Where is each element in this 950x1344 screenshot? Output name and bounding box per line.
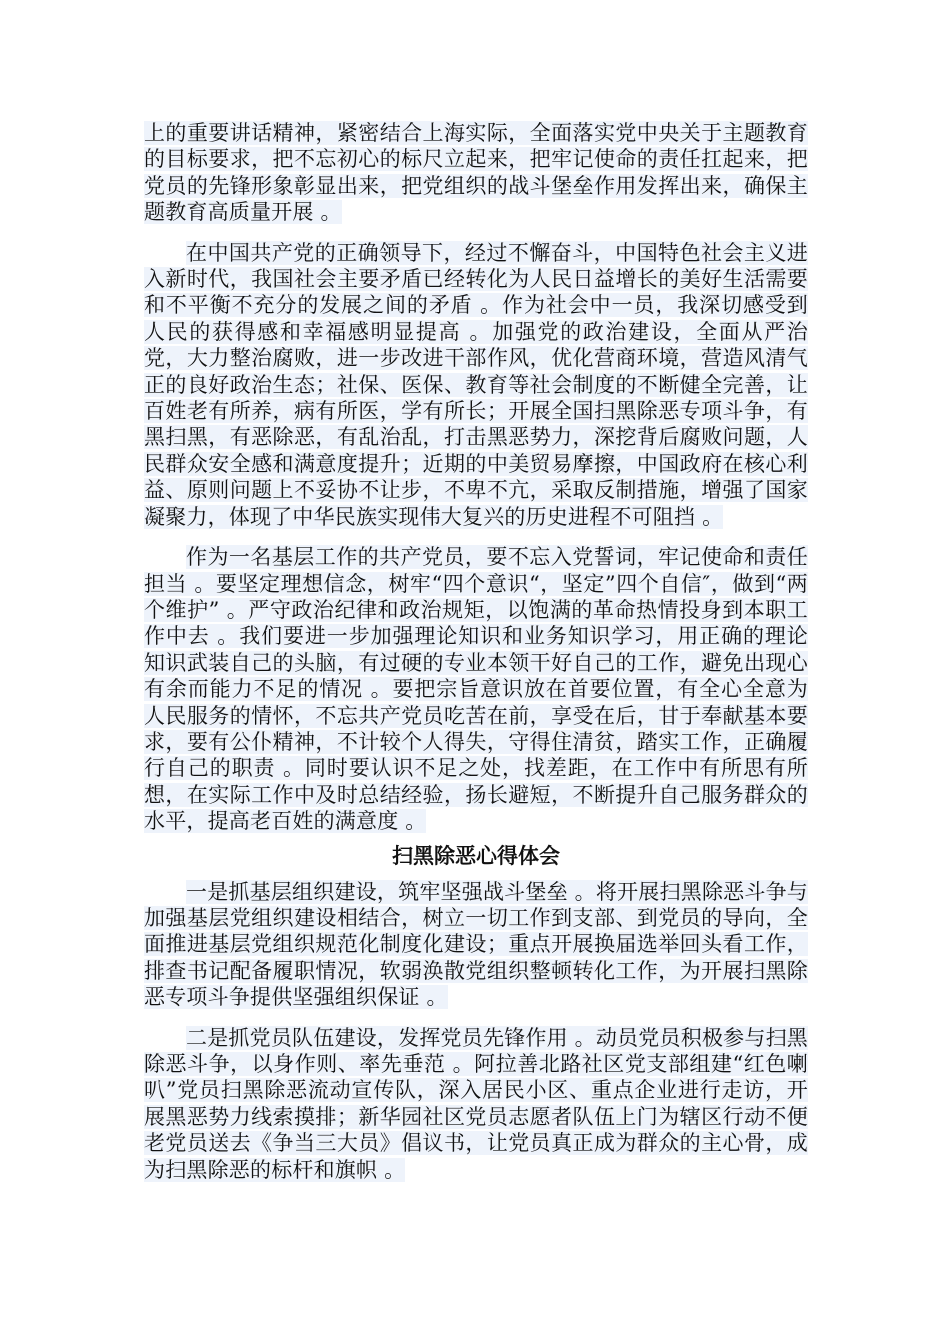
paragraph-text: 二是抓党员队伍建设，发挥党员先锋作用 。动员党员积极参与扫黑除恶斗争，以身作则、率先垂范 。阿拉善北路社区党支部组建“红色喇叭”党员扫黑除恶流动宣传队，深入居民小区、重点企业进行走访，开展黑恶势力线索摸排；新华园社区党员志愿者队伍上门为辖区行动不便老党员送去《争当三大员》倡议书，让党员真正成为群众的主心骨，成为扫黑除恶的标杆和旗帜 。 <box>144 1025 808 1182</box>
paragraph-continuation <box>144 120 808 226</box>
paragraph-gap <box>144 530 808 544</box>
paragraph-gap <box>144 226 808 240</box>
paragraph-party-member <box>144 544 808 834</box>
paragraph-text: 作为一名基层工作的共产党员，要不忘入党誓词，牢记使命和责任担当 。要坚定理想信念，树牢“四个意识“，坚定”四个自信″，做到“两个维护” 。严守政治纪律和政治规矩，以饱满的革命热情投身到本职工作中去 。我们要进一步加强理论知识和业务知识学习，用正确的理论知识武装自己的头脑，有过硬的专业本领干好自己的工作，避免出现心有余而能力不足的情况 。要把宗旨意识放在首要位置，有全心全意为人民服务的情怀，不忘共产党员吃苦在前，享受在后，甘于奉献基本要求，要有公仆精神，不计较个人得失，守得住清贫，踏实工作，正确履行自己的职责 。同时要认识不足之处，找差距，在工作中有所思有所想，在实际工作中及时总结经验，扬长避短，不断提升自己服务群众的水平，提高老百姓的满意度 。 <box>144 545 808 834</box>
paragraph-organization <box>144 879 808 1011</box>
document-page <box>144 120 808 1183</box>
paragraph-text: 一是抓基层组织建设，筑牢坚强战斗堡垒 。将开展扫黑除恶斗争与加强基层党组织建设相结合，树立一切工作到支部、到党员的导向，全面推进基层党组织规范化制度化建设；重点开展换届选举回头看工作，排查书记配备履职情况，软弱涣散党组织整顿转化工作，为开展扫黑除恶专项斗争提供坚强组织保证 。 <box>144 879 808 1010</box>
paragraph-text: 上的重要讲话精神，紧密结合上海实际，全面落实党中央关于主题教育的目标要求，把不忘初心的标尺立起来，把牢记使命的责任扛起来，把党员的先锋形象彰显出来，把党组织的战斗堡垒作用发挥出来，确保主题教育高质量开展 。 <box>144 121 808 225</box>
paragraph-new-era <box>144 240 808 530</box>
paragraph-members <box>144 1025 808 1183</box>
section-heading: 扫黑除恶心得体会 <box>392 843 560 868</box>
paragraph-text: 在中国共产党的正确领导下，经过不懈奋斗，中国特色社会主义进入新时代，我国社会主要矛盾已经转化为人民日益增长的美好生活需要和不平衡不充分的发展之间的矛盾 。作为社会中一员，我深切感受到人民的获得感和幸福感明显提高 。加强党的政治建设，全面从严治党，大力整治腐败，进一步改进干部作风，优化营商环境，营造风清气正的良好政治生态；社保、医保、教育等社会制度的不断健全完善，让百姓老有所养，病有所医，学有所长；开展全国扫黑除恶专项斗争，有黑扫黑，有恶除恶，有乱治乱，打击黑恶势力，深挖背后腐败问题，人民群众安全感和满意度提升；近期的中美贸易摩擦，中国政府在核心利益、原则问题上不妥协不让步，不卑不亢，采取反制措施，增强了国家凝聚力，体现了中华民族实现伟大复兴的历史进程不可阻挡 。 <box>144 240 808 529</box>
paragraph-gap <box>144 1011 808 1025</box>
